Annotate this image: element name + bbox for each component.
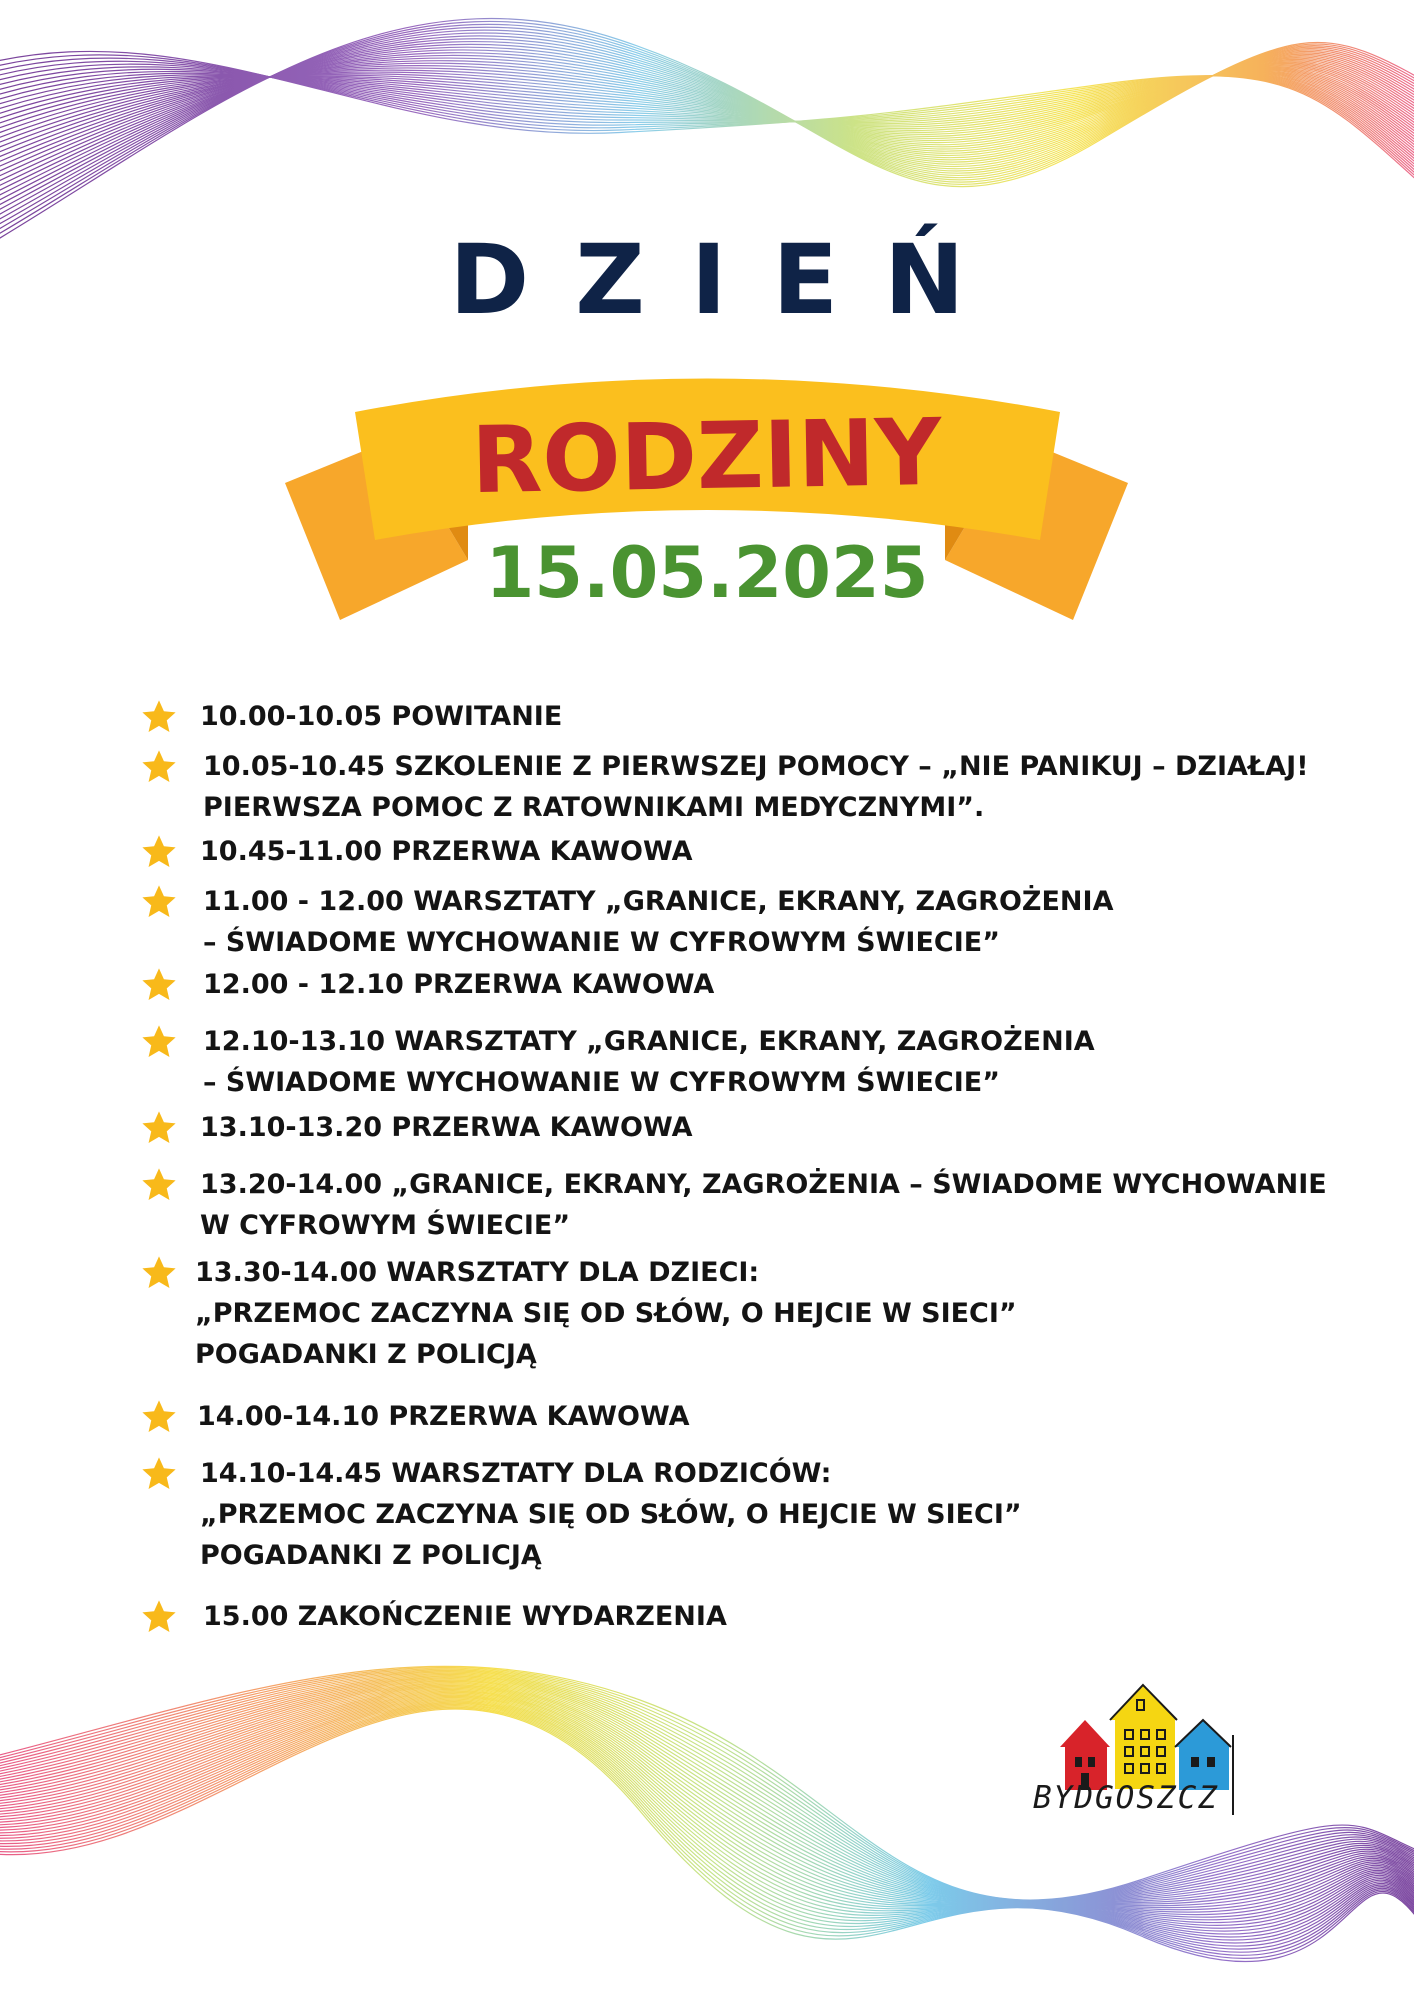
program-item-text: „PRZEMOC ZACZYNA SIĘ OD SŁÓW, O HEJCIE W SIECI” bbox=[195, 1298, 1017, 1329]
star-icon bbox=[140, 1598, 178, 1636]
program-item-text: 11.00 - 12.00 WARSZTATY „GRANICE, EKRANY, ZAGROŻENIA bbox=[203, 886, 1114, 917]
star-icon bbox=[140, 1109, 178, 1147]
houses-logo-icon bbox=[1055, 1675, 1270, 1845]
program-item-text: 13.30-14.00 WARSZTATY DLA DZIECI: bbox=[195, 1257, 760, 1288]
star-icon bbox=[140, 833, 178, 871]
program-item-text: POGADANKI Z POLICJĄ bbox=[195, 1339, 537, 1370]
star-icon bbox=[140, 966, 178, 1004]
program-item-text: – ŚWIADOME WYCHOWANIE W CYFROWYM ŚWIECIE” bbox=[203, 927, 1000, 958]
program-item-text: – ŚWIADOME WYCHOWANIE W CYFROWYM ŚWIECIE” bbox=[203, 1067, 1000, 1098]
program-item-text: 15.00 ZAKOŃCZENIE WYDARZENIA bbox=[203, 1601, 727, 1632]
logo-text: BYDGOSZCZ bbox=[1033, 1780, 1219, 1816]
star-icon bbox=[140, 1023, 178, 1061]
program-item-text: 10.00-10.05 POWITANIE bbox=[200, 701, 563, 732]
star-icon bbox=[140, 698, 178, 736]
program-item-text: 13.20-14.00 „GRANICE, EKRANY, ZAGROŻENIA – ŚWIADOME WYCHOWANIE bbox=[200, 1169, 1327, 1200]
program-item-text: „PRZEMOC ZACZYNA SIĘ OD SŁÓW, O HEJCIE W SIECI” bbox=[200, 1499, 1022, 1530]
program-item-text: PIERWSZA POMOC Z RATOWNIKAMI MEDYCZNYMI”. bbox=[203, 792, 985, 823]
star-icon bbox=[140, 1398, 178, 1436]
program-item-text: 12.00 - 12.10 PRZERWA KAWOWA bbox=[203, 969, 715, 1000]
program-item-text: 14.10-14.45 WARSZTATY DLA RODZICÓW: bbox=[200, 1458, 832, 1489]
star-icon bbox=[140, 1254, 178, 1292]
star-icon bbox=[140, 1455, 178, 1493]
program-item-text: 10.45-11.00 PRZERWA KAWOWA bbox=[200, 836, 693, 867]
star-icon bbox=[140, 748, 178, 786]
ribbon-text: RODZINY bbox=[470, 398, 943, 515]
star-icon bbox=[140, 883, 178, 921]
program-item-text: 12.10-13.10 WARSZTATY „GRANICE, EKRANY, ZAGROŻENIA bbox=[203, 1026, 1095, 1057]
program-item-text: 14.00-14.10 PRZERWA KAWOWA bbox=[197, 1401, 690, 1432]
page-title: DZIEŃ bbox=[449, 224, 1011, 336]
program-item-text: 10.05-10.45 SZKOLENIE Z PIERWSZEJ POMOCY – „NIE PANIKUJ – DZIAŁAJ! bbox=[203, 751, 1309, 782]
program-item-text: 13.10-13.20 PRZERWA KAWOWA bbox=[200, 1112, 693, 1143]
star-icon bbox=[140, 1166, 178, 1204]
event-date: 15.05.2025 bbox=[485, 532, 929, 614]
program-item-text: W CYFROWYM ŚWIECIE” bbox=[200, 1210, 571, 1241]
program-item-text: POGADANKI Z POLICJĄ bbox=[200, 1540, 542, 1571]
